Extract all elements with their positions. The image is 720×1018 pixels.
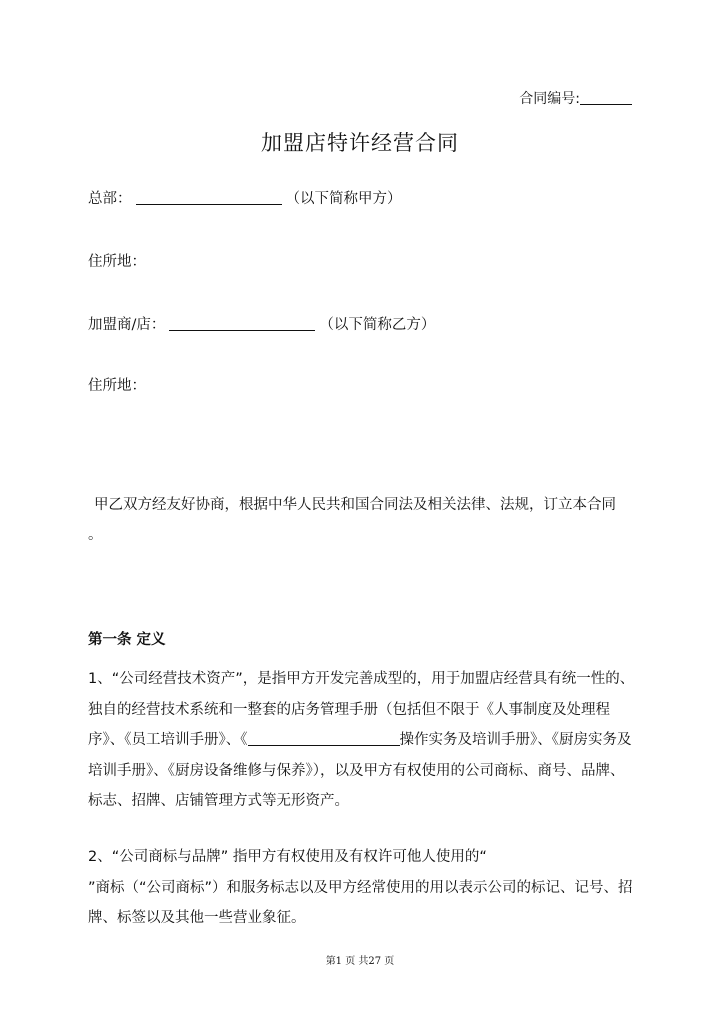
intro-line-2: 。 <box>88 527 103 543</box>
clause-2-rest: ”商标（“公司商标”）和服务标志以及甲方经常使用的用以表示公司的标记、记号、招牌、标签以及其他一些营业象征。 <box>88 879 633 926</box>
contract-number-label: 合同编号: <box>519 91 580 107</box>
article-1-clause-2 <box>88 842 638 934</box>
franchisee-suffix: （以下简称乙方） <box>319 317 436 333</box>
contract-number-blank <box>580 90 632 105</box>
clause-1-text-b: 操作实务及培训手册》、《厨房实务及培训手册》、《厨房设备维修与保养》），以及甲方有权使用的公司商标、商号、品牌、标志、招牌、店铺管理方式等无形资产。 <box>88 732 632 809</box>
page-footer: 第1 页 共27 页 <box>325 956 395 967</box>
hq-field <box>88 187 402 208</box>
clause-1-text-a: 1、“公司经营技术资产”，是指甲方开发完善成型的，用于加盟店经营具有统一性的、独自的经营技术系统和一整套的店务管理手册（包括但不限于《人事制度及处理程序》、《员工培训手册》、《 <box>88 671 635 748</box>
franchisee-address-field <box>88 374 146 395</box>
hq-suffix: （以下简称甲方） <box>285 191 402 207</box>
franchisee-blank <box>169 316 315 331</box>
hq-label: 总部： <box>88 191 132 207</box>
clause-1-blank <box>248 731 400 746</box>
franchisee-label: 加盟商/店： <box>88 317 166 333</box>
clause-2-line-1: 2、“公司商标与品牌” 指甲方有权使用及有权许可他人使用的“ <box>88 849 487 865</box>
franchisee-address-label: 住所地： <box>88 378 146 394</box>
intro-line-1: 甲乙双方经友好协商，根据中华人民共和国合同法及相关法律、法规，订立本合同 <box>94 497 616 513</box>
intro-paragraph <box>88 490 638 550</box>
hq-address-label: 住所地： <box>88 254 146 270</box>
hq-blank <box>136 190 282 205</box>
article-1-clause-1 <box>88 664 638 817</box>
franchisee-field <box>88 313 435 334</box>
article-1-heading: 第一条 定义 <box>88 632 166 648</box>
hq-address-field <box>88 250 146 271</box>
contract-number <box>519 88 632 108</box>
document-title: 加盟店特许经营合同 <box>261 131 459 155</box>
